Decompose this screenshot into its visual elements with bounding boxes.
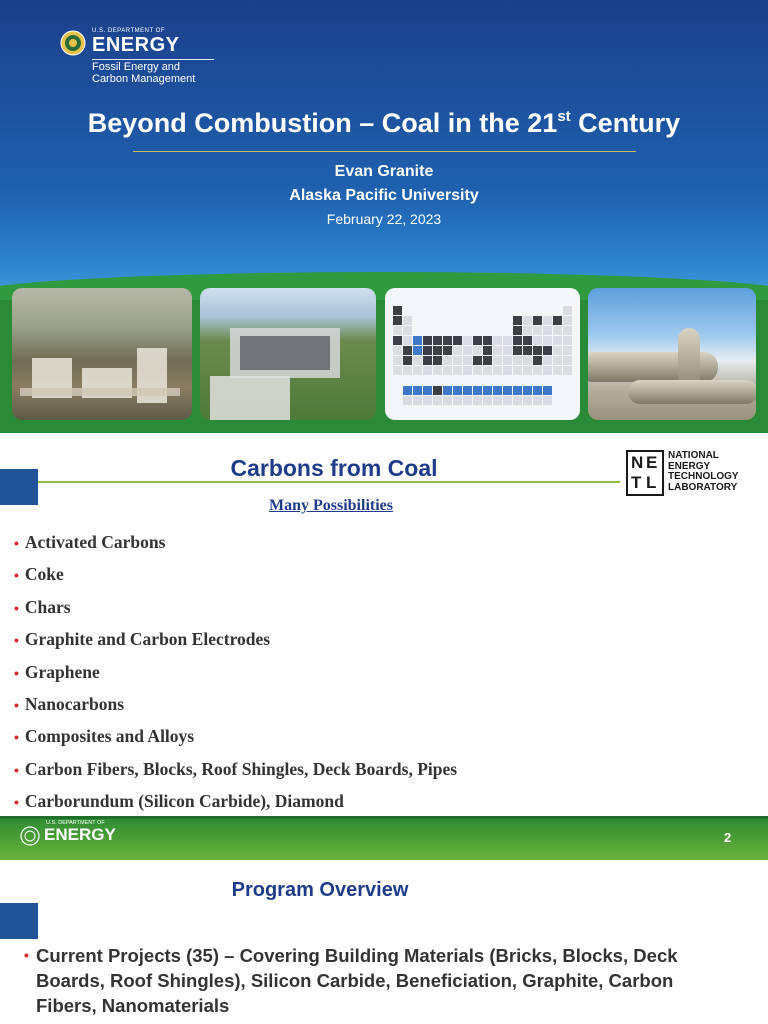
title-end: Century — [570, 108, 681, 138]
list-item-text: Graphene — [24, 661, 100, 682]
list-item-text: Chars — [24, 596, 71, 617]
netl-letter-n: N — [631, 453, 644, 472]
list-item — [14, 591, 457, 623]
list-item — [14, 785, 457, 817]
list-item — [14, 688, 457, 720]
title-main: Beyond Combustion – Coal in the 21 — [87, 108, 558, 138]
list-item — [14, 753, 457, 785]
slide-title: Carbons from Coal — [230, 455, 438, 481]
energy-wordmark: ENERGY — [92, 34, 180, 56]
netl-letter-l: L — [646, 473, 657, 492]
netl-line-1: NATIONAL — [668, 450, 719, 461]
carbon-products-list — [14, 526, 457, 818]
title-slide — [0, 0, 768, 433]
netl-wordmark — [668, 451, 739, 493]
bullet-icon: • — [14, 761, 19, 778]
list-item-text: Current Projects (35) – Covering Building Materials (Bricks, Blocks, Deck Boards, Roof Shingles), Silicon Carbide, Beneficiation, Graphite, Carbon Fibers, Nanomaterials — [36, 945, 678, 1016]
pipeline-photo — [588, 288, 756, 420]
netl-mark — [626, 450, 664, 496]
author-name: Evan Granite — [334, 163, 434, 180]
netl-line-2: ENERGY — [668, 460, 711, 472]
title-divider — [133, 151, 636, 152]
netl-letter-e: E — [646, 453, 658, 472]
list-item-text: Activated Carbons — [24, 532, 166, 552]
list-item — [14, 526, 457, 558]
netl-line-3: TECHNOLOGY — [668, 471, 739, 482]
periodic-table-graphic — [393, 306, 572, 405]
office-line-1: Fossil Energy and — [92, 61, 181, 73]
list-item — [14, 720, 457, 752]
bullet-icon: • — [14, 696, 19, 713]
presentation-date: February 22, 2023 — [326, 211, 442, 227]
affiliation: Alaska Pacific University — [289, 187, 479, 204]
bullet-icon: • — [24, 947, 29, 963]
list-item — [14, 656, 457, 688]
bullet-icon: • — [14, 567, 19, 584]
list-item — [14, 623, 457, 655]
bullet-icon: • — [14, 794, 19, 811]
list-item-text: Nanocarbons — [24, 693, 125, 714]
list-item — [14, 558, 457, 590]
logo-divider — [92, 59, 214, 60]
bullet-icon: • — [14, 535, 19, 551]
footer-energy-wordmark: ENERGY — [44, 825, 116, 844]
netl-letter-t: T — [631, 473, 642, 492]
bullet-icon: • — [14, 729, 19, 746]
presentation-title — [0, 108, 768, 139]
list-item-text: Composites and Alloys — [24, 726, 195, 747]
title-superscript: st — [557, 108, 571, 125]
list-item-text: Graphite and Carbon Electrodes — [24, 629, 271, 650]
list-item-text: Carbon Fibers, Blocks, Roof Shingles, Deck Boards, Pipes — [24, 758, 458, 779]
footer-top-line — [0, 816, 768, 819]
slide-title: Program Overview — [231, 879, 409, 901]
program-overview-slide — [0, 860, 768, 1024]
accent-block — [0, 903, 38, 939]
periodic-table-photo — [385, 288, 580, 420]
list-item-text: Carborundum (Silicon Carbide), Diamond — [24, 791, 344, 812]
bullet-icon: • — [14, 599, 19, 616]
footer-department-label: U.S. DEPARTMENT OF — [46, 820, 105, 826]
list-item — [24, 943, 736, 1018]
carbon-capture-facility-photo — [200, 288, 376, 420]
bullet-icon: • — [14, 632, 19, 649]
coal-plant-photo — [12, 288, 192, 420]
list-item-text: Coke — [24, 564, 64, 585]
department-label: U.S. DEPARTMENT OF — [92, 28, 166, 34]
doe-seal-icon — [20, 826, 40, 846]
office-name — [92, 61, 242, 85]
bullet-icon: • — [14, 664, 19, 681]
page-number: 2 — [724, 830, 732, 845]
doe-seal-icon — [60, 30, 86, 56]
netl-line-4: LABORATORY — [668, 481, 738, 493]
slide-subtitle: Many Possibilities — [268, 497, 393, 514]
office-line-2: Carbon Management — [92, 73, 196, 85]
slide-footer — [0, 816, 768, 860]
carbons-from-coal-slide — [0, 433, 768, 860]
